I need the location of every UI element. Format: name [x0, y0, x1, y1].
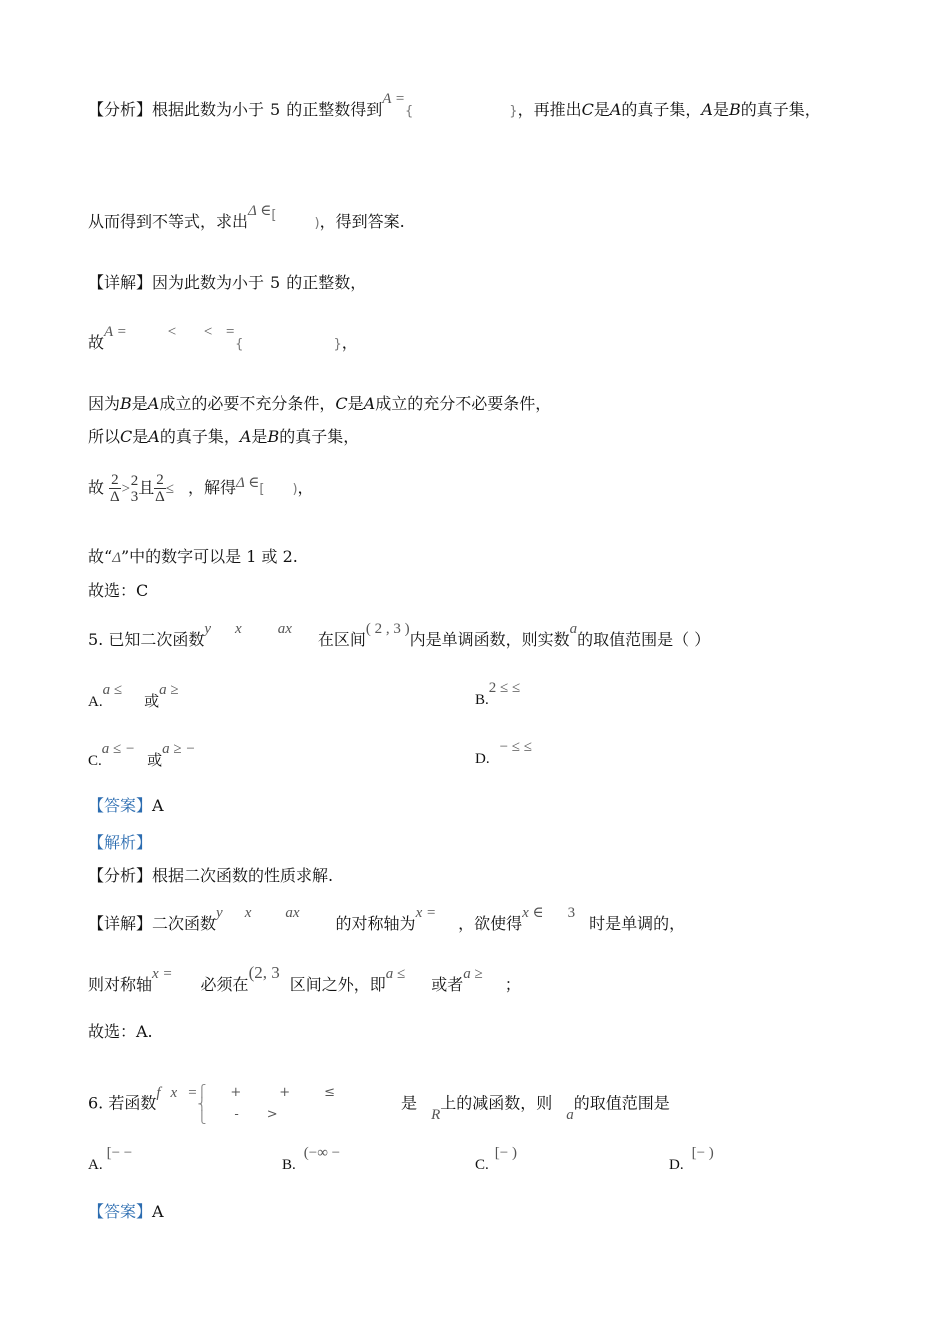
- text: 是: [131, 394, 148, 413]
- axis-expr: x =: [152, 966, 173, 982]
- option-label: C.: [475, 1157, 489, 1173]
- brace-right: }: [509, 104, 518, 119]
- var-ax: ax: [285, 905, 300, 921]
- denominator: 3: [130, 488, 139, 505]
- text: 时是单调的，: [589, 914, 686, 933]
- option-label: A.: [88, 694, 103, 710]
- q4-detail-line1: [88, 273, 366, 293]
- axis-expr: x =: [415, 905, 437, 921]
- text: 所以: [88, 427, 121, 446]
- answer-tag: 【答案】: [88, 796, 153, 815]
- detail-tag: 【详解】: [88, 273, 153, 292]
- option-label: C.: [88, 753, 102, 769]
- lt-sign: <: [166, 324, 177, 340]
- plus-sign: +: [230, 1085, 242, 1100]
- set-a-expr: A =: [382, 91, 405, 107]
- text: 的真子集，: [279, 427, 360, 446]
- fraction-2-over-delta: [109, 472, 121, 505]
- eq-sign: =: [225, 324, 236, 340]
- var-A: A: [701, 100, 713, 119]
- option-expr: 2 ≤ ≤: [488, 680, 521, 696]
- domain-expr: x ∈: [522, 905, 544, 921]
- minus-sign: -: [234, 1107, 239, 1122]
- q5-option-c[interactable]: [88, 741, 196, 770]
- fraction-2-over-delta: [154, 472, 166, 505]
- delta-symbol: Δ: [112, 550, 121, 566]
- numerator: 2: [130, 472, 139, 489]
- var-a: a: [569, 621, 578, 637]
- var-C: C: [581, 100, 594, 119]
- gt-sign: >: [120, 481, 131, 497]
- text: 在区间: [317, 630, 366, 649]
- denominator: Δ: [110, 489, 120, 505]
- bracket-left: [: [259, 482, 265, 497]
- ineq-expr: a ≤: [385, 966, 406, 982]
- text: 因为: [88, 394, 121, 413]
- set-a-expr: A =: [104, 324, 127, 340]
- answer-value: A: [152, 796, 164, 815]
- var-a: a: [566, 1106, 574, 1123]
- text: 的正整数得到: [286, 100, 383, 119]
- denominator: Δ: [155, 489, 165, 505]
- option-label: D.: [475, 751, 490, 767]
- piecewise-brace: ⎧ ⎨ ⎩: [197, 1083, 207, 1124]
- text: 或者: [431, 975, 464, 994]
- q4-detail-line3: [88, 394, 551, 414]
- brace-left: {: [235, 337, 244, 352]
- q6-stem: [88, 1082, 670, 1126]
- numerator: 2: [111, 472, 119, 488]
- text: 成立的充分不必要条件，: [375, 394, 552, 413]
- text: 根据二次函数的性质求解.: [152, 866, 334, 885]
- text: 故: [88, 333, 105, 352]
- le-sign: ≤: [165, 481, 174, 497]
- q5-choice: 故选：A.: [88, 1022, 153, 1041]
- text: 是: [712, 100, 729, 119]
- var-y: y: [216, 905, 223, 921]
- case-1: [206, 1082, 335, 1104]
- var-C: C: [120, 427, 133, 446]
- q4-analysis-line2: [88, 203, 405, 234]
- text: 成立的必要不充分条件，: [159, 394, 336, 413]
- text: 从而得到不等式，求出: [88, 212, 249, 231]
- q6-option-a[interactable]: [88, 1145, 133, 1174]
- var-A: A: [239, 427, 252, 446]
- text: 的取值范围是: [573, 1093, 670, 1113]
- var-A: A: [363, 394, 376, 413]
- text: 则对称轴: [88, 975, 153, 994]
- q5-analysis: [88, 866, 333, 886]
- q6-option-b[interactable]: [282, 1145, 341, 1174]
- numerator: 2: [156, 472, 164, 488]
- text: 是: [132, 427, 149, 446]
- number: 3: [567, 905, 576, 921]
- option-expr: [− ): [494, 1145, 517, 1161]
- bracket-left: [: [271, 208, 277, 223]
- number: 5: [270, 273, 281, 292]
- var-B: B: [729, 100, 741, 119]
- analysis-tag: 【分析】: [88, 866, 153, 885]
- text: 的取值范围是（ ）: [577, 630, 711, 649]
- plus-sign: +: [279, 1085, 291, 1100]
- q4-detail-line4: [88, 427, 359, 447]
- option-label: B.: [475, 692, 489, 708]
- option-expr: (−∞ −: [303, 1145, 341, 1161]
- q5-detail-line1: [88, 905, 686, 935]
- number: 5: [270, 100, 281, 119]
- text: 二次函数: [152, 914, 217, 933]
- option-expr: − ≤ ≤: [499, 739, 533, 755]
- text: 的对称轴为: [335, 914, 416, 933]
- option-expr: [− −: [106, 1145, 133, 1161]
- paren-right: ): [292, 482, 298, 497]
- q4-detail-line2: [88, 324, 358, 355]
- q5-jiexi-tag: 【解析】: [88, 833, 153, 852]
- text: 故“: [88, 547, 113, 566]
- eq-sign: =: [187, 1084, 198, 1101]
- q5-option-b[interactable]: [475, 680, 521, 709]
- q4-choice: 故选：C: [88, 581, 149, 600]
- text: 内是单调函数，则实数: [409, 630, 570, 649]
- text: 是: [347, 394, 364, 413]
- q4-detail-line6: [88, 547, 298, 568]
- text: ，: [341, 333, 358, 352]
- text: 5. 已知二次函数: [88, 630, 205, 649]
- ineq-expr: a ≥: [463, 966, 483, 982]
- q5-stem: [88, 621, 711, 651]
- text: ”中的数字可以是 1 或 2.: [121, 547, 298, 566]
- interval: (2, 3: [248, 963, 280, 982]
- le-sign: ≤: [324, 1085, 336, 1100]
- text: 6. 若函数: [88, 1093, 157, 1113]
- text: 的真子集，: [740, 100, 821, 119]
- gt-sign: >: [266, 1107, 278, 1122]
- text: 的真子集，: [159, 427, 240, 446]
- text: 是: [251, 427, 268, 446]
- paren-right: ): [314, 216, 320, 231]
- var-x: x: [170, 1084, 178, 1101]
- var-R: R: [431, 1106, 441, 1123]
- answer-tag: 【答案】: [88, 1202, 153, 1221]
- brace-right: }: [333, 337, 342, 352]
- var-f: f: [156, 1084, 161, 1101]
- var-C: C: [335, 394, 348, 413]
- q4-detail-line5: [88, 470, 314, 508]
- case-2: [206, 1104, 335, 1126]
- text: 故: [88, 478, 105, 497]
- var-B: B: [267, 427, 280, 446]
- text: 或: [144, 692, 160, 710]
- brace-left: {: [405, 104, 414, 119]
- answer-value: A: [152, 1202, 164, 1221]
- q5-answer: [88, 796, 164, 816]
- analysis-tag: 【分析】: [88, 100, 153, 119]
- var-y: y: [204, 621, 212, 637]
- text: ，欲使得: [458, 914, 523, 933]
- option-expr: a ≤: [102, 682, 123, 698]
- option-label: A.: [88, 1157, 103, 1173]
- interval: ( 2 , 3 ): [365, 621, 410, 637]
- text: ，: [297, 478, 314, 497]
- option-expr: [− ): [691, 1145, 714, 1161]
- option-label: B.: [282, 1157, 296, 1173]
- q6-answer: [88, 1202, 164, 1222]
- text: ，解得: [187, 478, 236, 497]
- text: 因为此数为小于: [152, 273, 265, 292]
- piecewise-cases: [206, 1082, 335, 1126]
- option-expr: a ≤ −: [101, 741, 136, 757]
- q6-option-d[interactable]: [669, 1145, 714, 1174]
- text: 的真子集，: [621, 100, 702, 119]
- q4-analysis-line1: [88, 91, 821, 122]
- q5-option-d[interactable]: [475, 739, 533, 768]
- text: 是: [401, 1093, 418, 1113]
- option-expr: a ≥: [159, 682, 179, 698]
- text: 是: [593, 100, 610, 119]
- var-ax: ax: [277, 621, 292, 637]
- var-A: A: [147, 394, 160, 413]
- lt-sign: <: [202, 324, 214, 340]
- var-B: B: [120, 394, 132, 413]
- q5-detail-line2: [88, 963, 521, 996]
- text: 的正整数，: [286, 273, 367, 292]
- var-x: x: [235, 621, 242, 637]
- text: ，再推出: [517, 100, 582, 119]
- text: ，得到答案.: [319, 212, 405, 231]
- text: 上的减函数，则: [440, 1093, 553, 1113]
- text: 必须在: [200, 975, 249, 994]
- text: 且: [138, 478, 155, 497]
- delta-in-expr: Δ ∈: [236, 475, 260, 491]
- option-expr: a ≥ −: [162, 741, 196, 757]
- var-A: A: [148, 427, 160, 446]
- text: ；: [504, 975, 521, 994]
- q6-option-c[interactable]: [475, 1145, 517, 1174]
- q5-option-a[interactable]: [88, 682, 179, 711]
- var-A: A: [609, 100, 622, 119]
- text: 区间之外，即: [289, 975, 386, 994]
- delta-in-expr: Δ ∈: [248, 203, 272, 219]
- text: 根据此数为小于: [152, 100, 265, 119]
- text: 或: [147, 751, 163, 769]
- detail-tag: 【详解】: [88, 914, 153, 933]
- option-label: D.: [669, 1157, 684, 1173]
- var-x: x: [244, 905, 252, 921]
